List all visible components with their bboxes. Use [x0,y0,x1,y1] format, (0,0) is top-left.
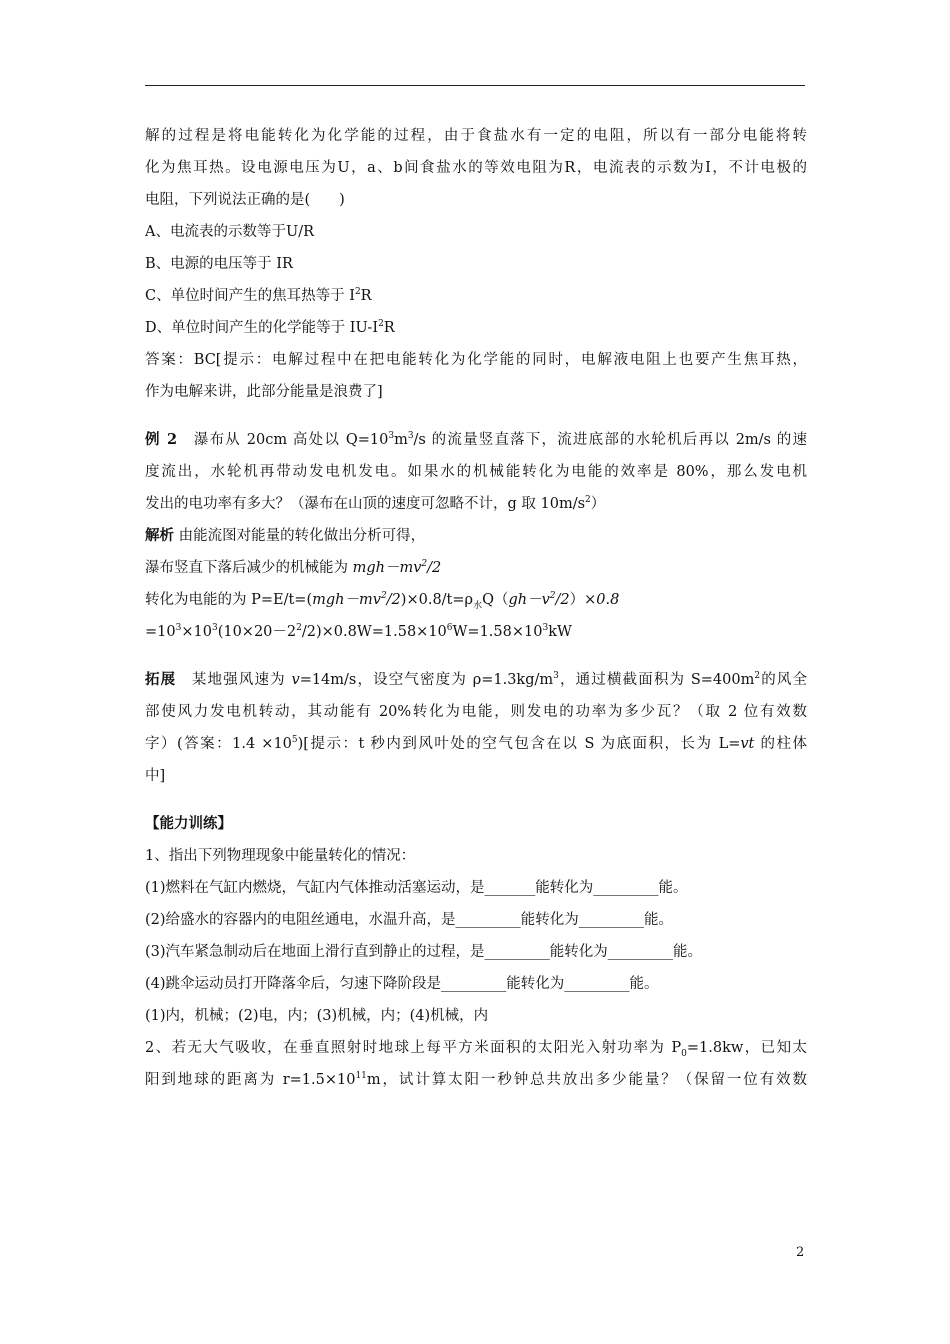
example-label: 例 2 [145,431,178,448]
answer-line: 答案：BC[提示：电解过程中在把电能转化为化学能的同时，电解液电阻上也要产生焦耳热， [145,352,807,368]
extension-line: 部使风力发电机转动，其动能有 20%转化为电能，则发电的功率为多少瓦？（取 2 位有效数 [145,704,807,720]
question-1: 1、指出下列物理现象中能量转化的情况： [145,848,416,864]
page-number: 2 [796,1245,805,1260]
extension-line: 中] [145,768,166,784]
question-1-item: (1)燃料在气缸内燃烧，气缸内气体推动活塞运动，是_______能转化为_________能。 [145,880,688,896]
option-c: C、单位时间产生的焦耳热等于 $I^2R$ [145,287,372,304]
question-2-line: 2、若无大气吸收，在垂直照射时地球上每平方米面积的太阳光入射功率为 $P_0=1.8kw$，已知太 [145,1040,807,1059]
document-body [145,120,807,1096]
text-line: 解的过程是将电能转化为化学能的过程，由于食盐水有一定的电阻，所以有一部分电能将转 [145,128,807,144]
text-line: 化为焦耳热。设电源电压为U，a、b间食盐水的等效电阻为R，电流表的示数为I，不计电极的 [145,160,807,176]
solution-line: $=10^3\times 10^3(10\times 20-2^2/2)\times 0.8W=1.58\times 10^6W=1.58\times 10^3kW$ [145,623,572,640]
question-1-item: (3)汽车紧急制动后在地面上滑行直到静止的过程，是_________能转化为_________能。 [145,944,703,960]
solution-label: 解析 [145,527,174,544]
extension-label: 拓展 [145,671,177,688]
solution-line: 转化为电能的为 $P=E/t=(mgh-mv^2/2)\times 0.8/t=\rho_水Q(gh-v^2/2)\times 0.8$ [145,591,620,611]
option-d: D、单位时间产生的化学能等于 $IU-I^2R$ [145,319,395,336]
question-1-item: (2)给盛水的容器内的电阻丝通电，水温升高，是_________能转化为_________能。 [145,912,674,928]
question-stem: 电阻，下列说法正确的是( ) [145,192,345,208]
section-title: 【能力训练】 [145,815,232,832]
solution-line: 瀑布竖直下落后减少的机械能为 $mgh-mv^2/2$ [145,559,442,576]
example-2-line: 发出的电功率有多大？（瀑布在山顶的速度可忽略不计，g 取 $10m/s^2$） [145,495,606,512]
question-2-line: 阳到地球的距离为 $r=1.5\times 10^{11}m$，试计算太阳一秒钟总共放出多少能量？（保留一位有效数 [145,1071,807,1088]
header-rule [145,85,805,86]
example-2-line: 例 2 瀑布从 20cm 高处以 $Q=10^3m^3/s$ 的流量竖直落下，流进底部的水轮机后再以 2m/s 的速 [145,431,807,448]
option-b: B、电源的电压等于 IR [145,256,293,272]
question-1-item: (4)跳伞运动员打开降落伞后，匀速下降阶段是_________能转化为_________能。 [145,976,659,992]
solution-line: 解析 由能流图对能量的转化做出分析可得， [145,527,426,544]
answer-line: 作为电解来讲，此部分能量是浪费了] [145,384,383,400]
option-a: A、电流表的示数等于U/R [145,224,314,240]
extension-line: 拓展 某地强风速为 v=14m/s，设空气密度为 $\rho=1.3kg/m^3$，通过横截面积为 $S=400m^2$的风全 [145,671,807,688]
example-2-line: 度流出，水轮机再带动发电机发电。如果水的机械能转化为电能的效率是 80%，那么发电机 [145,464,807,480]
extension-line: 字）(答案：$1.4 \times 10^5$)[提示：t 秒内到风叶处的空气包含在以 S 为底面积，长为 L=vt 的柱体 [145,735,807,752]
question-1-answer: (1)内，机械；(2)电，内；(3)机械，内；(4)机械，内 [145,1008,489,1024]
